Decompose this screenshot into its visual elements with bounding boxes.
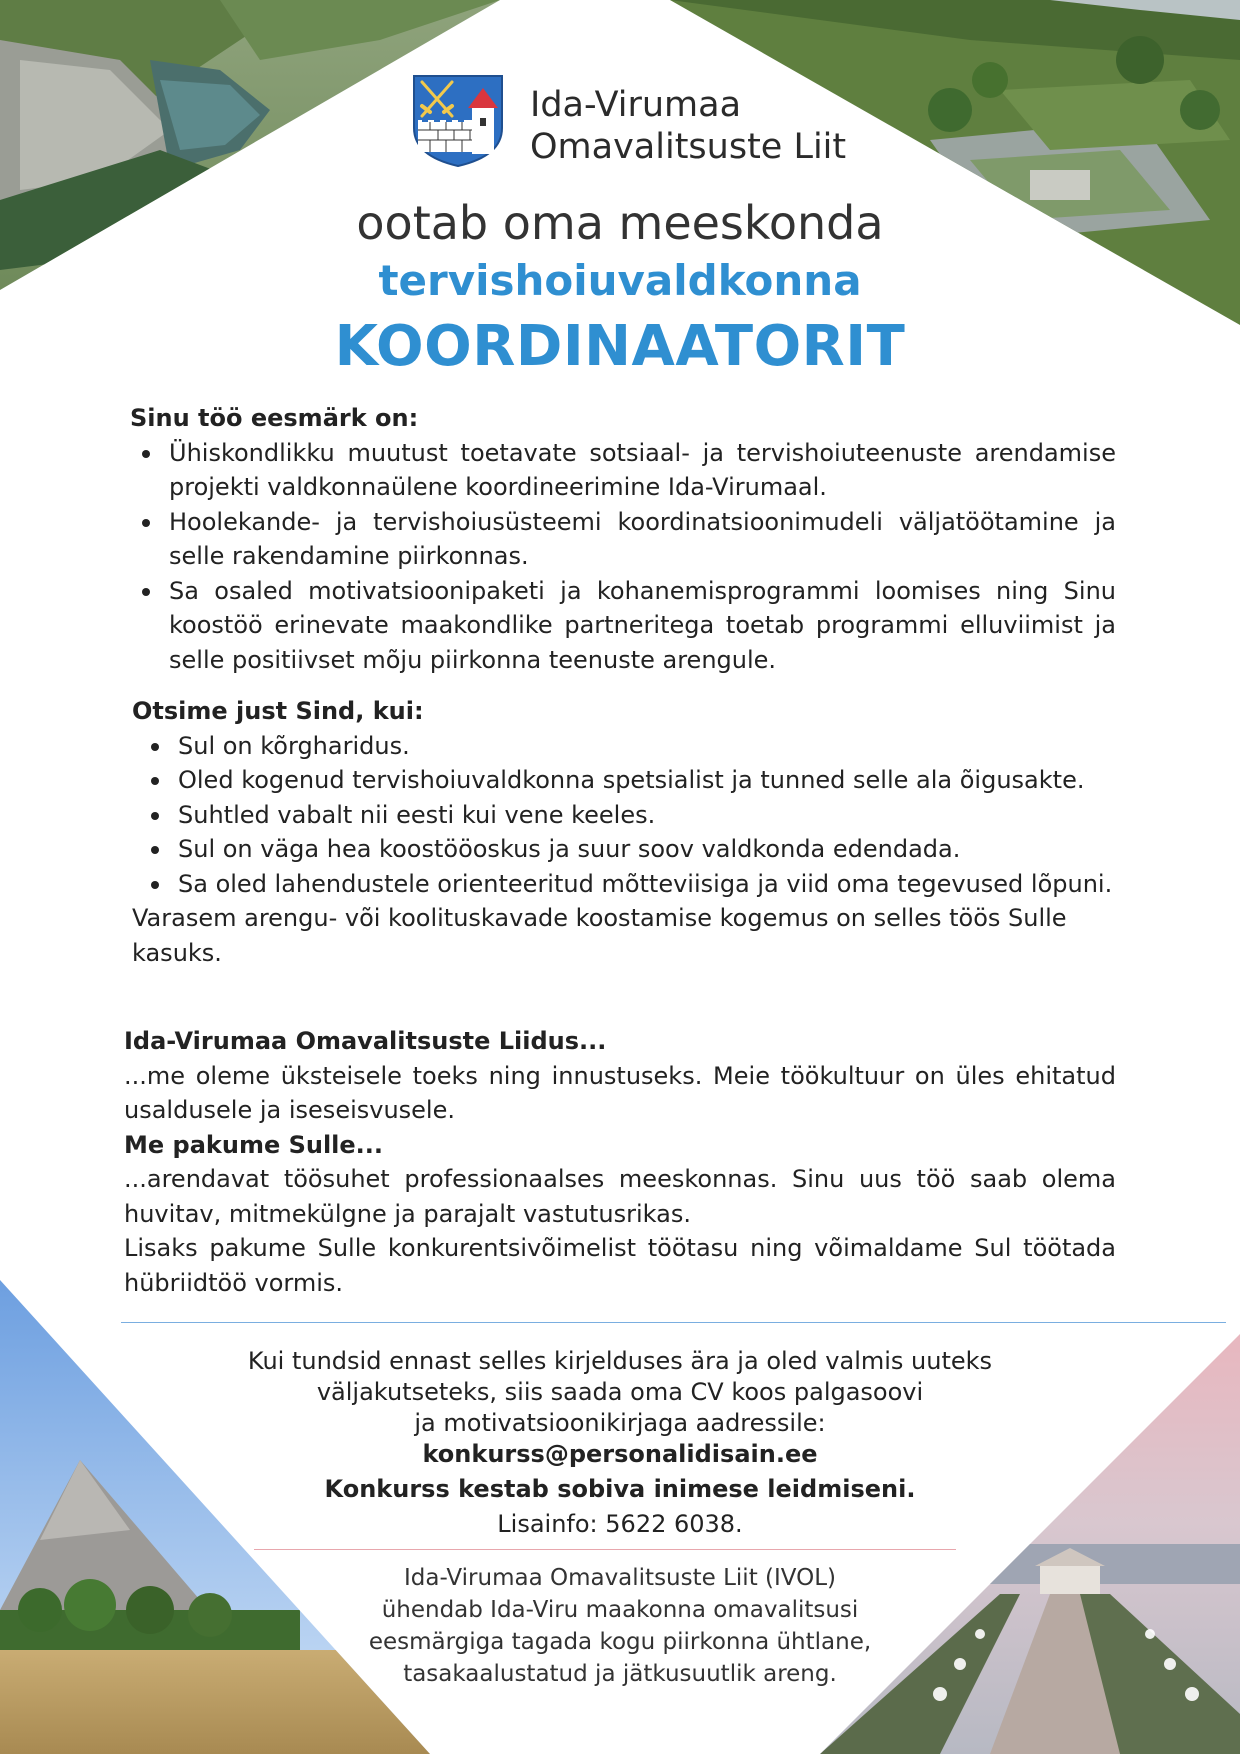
about-organization <box>0 1562 1240 1690</box>
requirements-heading: Otsime just Sind, kui: <box>132 697 424 725</box>
salary-text: Lisaks pakume Sulle konkurentsivõimelist töötasu ning võimaldame Sul töötada hübriidtöö vormis. <box>124 1234 1116 1297</box>
org-name-line1: Ida-Virumaa <box>530 85 742 125</box>
culture-heading: Ida-Virumaa Omavalitsuste Liidus... <box>124 1027 607 1055</box>
contact-email[interactable]: konkurss@personalidisain.ee <box>422 1440 818 1468</box>
headline-position: KOORDINAATORIT <box>334 314 906 379</box>
requirement-item: Oled kogenud tervishoiuvaldkonna spetsialist ja tunned selle ala õigusakte. <box>178 763 1124 798</box>
apply-line2: väljakutseteks, siis saada oma CV koos palgasoovi <box>316 1378 924 1406</box>
headline-intro: ootab oma meeskonda <box>356 196 884 250</box>
requirement-item: Sul on kõrgharidus. <box>178 729 1124 764</box>
divider-blue <box>121 1322 1226 1323</box>
info-phone: Lisainfo: 5622 6038. <box>497 1510 743 1538</box>
headline-field: tervishoiuvaldkonna <box>378 256 862 305</box>
offer-heading: Me pakume Sulle... <box>124 1130 384 1159</box>
requirement-item: Sul on väga hea koostööoskus ja suur soov valdkonda edendada. <box>178 832 1124 867</box>
goal-list <box>130 436 1116 678</box>
about-line2: ühendab Ida-Viru maakonna omavalitsusi <box>381 1597 859 1623</box>
application-instructions <box>0 1346 1240 1540</box>
requirement-item: Sa oled lahendustele orienteeritud mõtteviisiga ja viid oma tegevused lõpuni. <box>178 867 1124 902</box>
goal-item: Sa osaled motivatsioonipaketi ja kohanemisprogrammi loomises ning Sinu koostöö erinevate maakondlike partneritega toetab programmi elluviimist ja selle positiivset mõju piirkonna teenuste arengule. <box>169 574 1116 678</box>
coat-of-arms-logo <box>410 72 520 194</box>
requirements-note: Varasem arengu- või koolituskavade koostamise kogemus on selles töös Sulle kasuks. <box>132 904 1067 967</box>
offer-text: ...arendavat töösuhet professionaalses meeskonnas. Sinu uus töö saab olema huvitav, mitmekülgne ja parajalt vastutusrikas. <box>124 1165 1116 1228</box>
about-line4: tasakaalustatud ja jätkusuutlik areng. <box>403 1661 837 1687</box>
about-line3: eesmärgiga tagada kogu piirkonna ühtlane, <box>368 1629 872 1655</box>
deadline-text: Konkurss kestab sobiva inimese leidmiseni. <box>324 1475 916 1503</box>
requirements-section <box>132 694 1124 970</box>
culture-text: ...me oleme üksteisele toeks ning innustuseks. Meie töökultuur on üles ehitatud usaldusele ja iseseisvusele. <box>124 1061 1116 1124</box>
requirement-item: Suhtled vabalt nii eesti kui vene keeles. <box>178 798 1124 833</box>
apply-line1: Kui tundsid ennast selles kirjelduses ära ja oled valmis uuteks <box>247 1347 993 1375</box>
apply-line3: ja motivatsioonikirjaga aadressile: <box>414 1409 826 1437</box>
about-line1: Ida-Virumaa Omavalitsuste Liit (IVOL) <box>403 1565 836 1591</box>
org-name-line2: Omavalitsuste Liit <box>530 127 847 167</box>
goal-item: Ühiskondlikku muutust toetavate sotsiaal- ja tervishoiuteenuste arendamise projekti valdkonnaülene koordineerimine Ida-Virumaal. <box>169 436 1116 505</box>
offer-section <box>124 1024 1116 1300</box>
divider-pink <box>254 1549 956 1550</box>
organization-name <box>530 84 846 168</box>
goal-item: Hoolekande- ja tervishoiusüsteemi koordinatsioonimudeli väljatöötamine ja selle rakendamine piirkonnas. <box>169 505 1116 574</box>
goal-heading: Sinu töö eesmärk on: <box>130 404 419 432</box>
requirements-list <box>132 729 1124 902</box>
goal-section <box>130 401 1116 677</box>
